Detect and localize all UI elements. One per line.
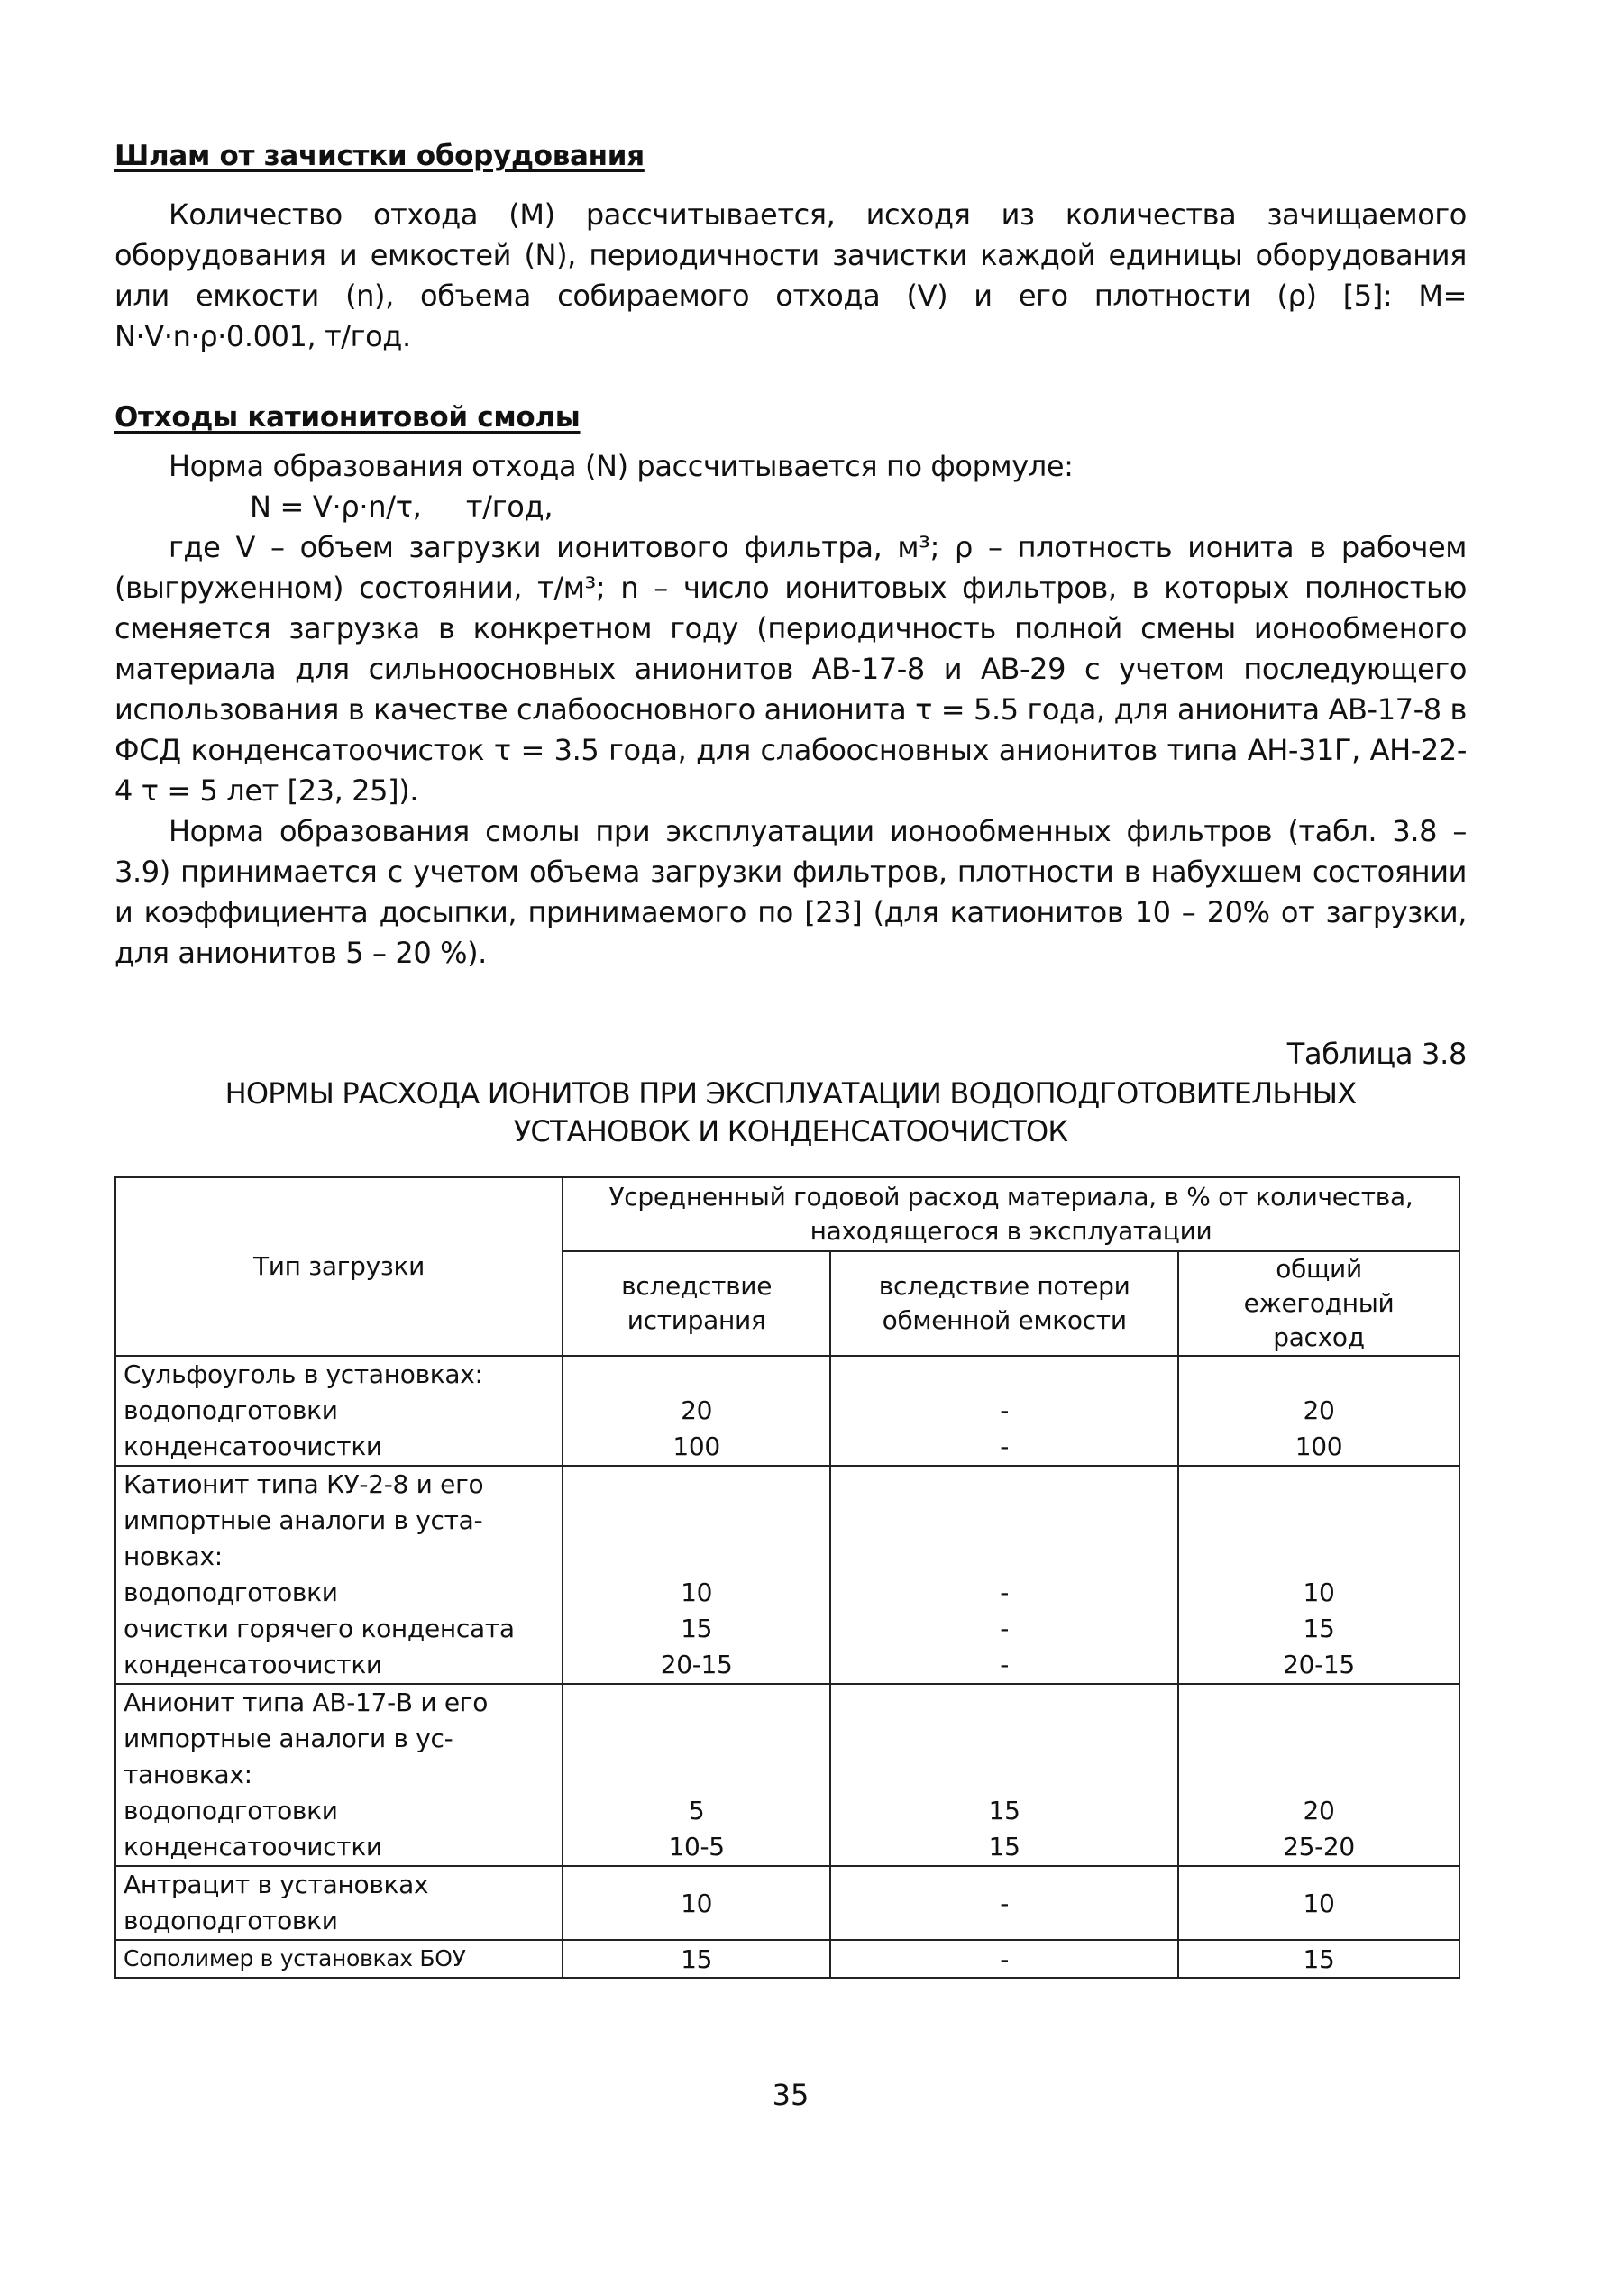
cell-load-type: Катионит типа КУ-2-8 и его импортные аналоги в уста- новках: водоподготовки очистки горячего конденсата конденсатоочистки: [115, 1466, 563, 1684]
section-heading-cation-resin: Отходы катионитовой смолы: [114, 401, 581, 434]
formula: N = V·ρ·n/τ, т/год,: [250, 489, 553, 524]
ion-exchanger-norms-table: [114, 1176, 1460, 1979]
paragraph-text: Количество отхода (М) рассчитывается, исходя из количества зачищаемого оборудования и емкостей (N), периодичности зачистки каждой единицы оборудования или емкости (n), объема собираемого отхода (V) и его плотности (ρ) [5]: M= N·V·n·ρ·0.001, т/год.: [114, 197, 1467, 353]
cell-total-annual: 15: [1178, 1940, 1459, 1978]
header-total-annual: общий ежегодный расход: [1178, 1251, 1459, 1356]
paragraph-resin-norm: [114, 811, 1467, 974]
cell-abrasion: 10 15 20-15: [563, 1466, 830, 1684]
cell-capacity-loss: 15 15: [830, 1684, 1178, 1866]
cell-total-annual: 10 15 20-15: [1178, 1466, 1459, 1684]
table-row-cationite: [115, 1466, 1459, 1684]
section-heading-sludge: Шлам от зачистки оборудования: [114, 140, 645, 172]
cell-abrasion: 5 10-5: [563, 1684, 830, 1866]
header-capacity-loss: вследствие потери обменной емкости: [830, 1251, 1178, 1356]
paragraph-text: где V – объем загрузки ионитового фильтра, м³; ρ – плотность ионита в рабочем (выгруженном) состоянии, т/м³; n – число ионитовых фильтров, в которых полностью сменяется загрузка в конкретном году (периодичность полной смены ионообменого материала для сильноосновных анионитов АВ-17-8 и АВ-29 с учетом последующего использования в качестве слабоосновного анионита τ = 5.5 года, для анионита АВ-17-8 в ФСД конденсатоочисток τ = 3.5 года, для слабоосновных анионитов типа АН-31Г, АН-22-4 τ = 5 лет [23, 25]).: [114, 530, 1467, 808]
cell-load-type: Сополимер в установках БОУ: [115, 1940, 563, 1978]
table-row-anionite: [115, 1684, 1459, 1866]
cell-capacity-loss: -: [830, 1866, 1178, 1940]
page-number: 35: [772, 2078, 810, 2112]
cell-capacity-loss: -: [830, 1940, 1178, 1978]
cell-abrasion: 10: [563, 1866, 830, 1940]
cell-total-annual: 10: [1178, 1866, 1459, 1940]
cell-abrasion: 15: [563, 1940, 830, 1978]
cell-total-annual: 20 100: [1178, 1356, 1459, 1466]
cell-load-type: Анионит типа АВ-17-В и его импортные аналоги в ус- тановках: водоподготовки конденсатоочистки: [115, 1684, 563, 1866]
table-title-line-2: УСТАНОВОК И КОНДЕНСАТООЧИСТОК: [513, 1114, 1068, 1148]
paragraph-formula-intro: [114, 446, 1467, 487]
table-title: [114, 1075, 1467, 1150]
table-label: Таблица 3.8: [1286, 1037, 1467, 1071]
cell-abrasion: 20 100: [563, 1356, 830, 1466]
table-row-anthracite: [115, 1866, 1459, 1940]
cell-load-type: Сульфоуголь в установках: водоподготовки конденсатоочистки: [115, 1356, 563, 1466]
header-load-type: Тип загрузки: [115, 1177, 563, 1356]
cell-total-annual: 20 25-20: [1178, 1684, 1459, 1866]
table-row-sulfocoal: [115, 1356, 1459, 1466]
cell-capacity-loss: - - -: [830, 1466, 1178, 1684]
paragraph-formula-definitions: [114, 527, 1467, 811]
paragraph-text: Норма образования смолы при эксплуатации ионообменных фильтров (табл. 3.8 – 3.9) принимается с учетом объема загрузки фильтров, плотности в набухшем состоянии и коэффициента досыпки, принимаемого по [23] (для катионитов 10 – 20% от загрузки, для анионитов 5 – 20 %).: [114, 814, 1467, 970]
paragraph-text: Норма образования отхода (N) рассчитывается по формуле:: [169, 449, 1074, 483]
cell-capacity-loss: - -: [830, 1356, 1178, 1466]
header-annual-consumption-group: Усредненный годовой расход материала, в % от количества, находящегося в эксплуатации: [563, 1177, 1459, 1251]
table-title-line-1: НОРМЫ РАСХОДА ИОНИТОВ ПРИ ЭКСПЛУАТАЦИИ ВОДОПОДГОТОВИТЕЛЬНЫХ: [224, 1076, 1357, 1111]
header-abrasion: вследствие истирания: [563, 1251, 830, 1356]
table-row-copolymer: [115, 1940, 1459, 1978]
paragraph-sludge-calculation: [114, 195, 1467, 357]
cell-load-type: Антрацит в установках водоподготовки: [115, 1866, 563, 1940]
